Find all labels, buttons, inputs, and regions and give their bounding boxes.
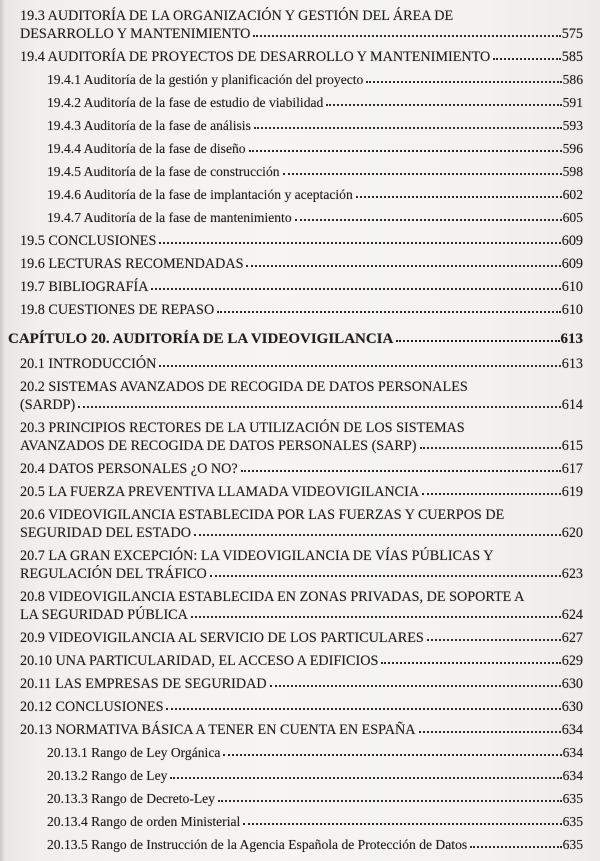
toc-entry: [47, 163, 583, 181]
page-number: 617: [561, 461, 583, 477]
dot-leader: [396, 340, 559, 342]
page-number: 635: [562, 837, 583, 852]
toc-entry-row: [47, 209, 583, 227]
dot-leader: [243, 823, 561, 825]
toc-entry-row: [47, 836, 583, 854]
toc-entry-row: [20, 675, 583, 693]
dot-leader: [253, 35, 560, 37]
toc-entry-row: [47, 117, 583, 135]
toc-entry-row: [20, 396, 583, 414]
page-number: 630: [561, 699, 583, 715]
toc-entry: [20, 48, 583, 66]
toc-entry-text: 19.4.3 Auditoría de la fase de análisis: [47, 118, 251, 133]
toc-entry: [47, 94, 583, 112]
toc-entry: [20, 378, 583, 414]
toc-entry: [20, 547, 583, 583]
toc-entry-row: [47, 790, 583, 808]
toc-entry-row: [20, 460, 583, 478]
toc-entry-text: 20.3 PRINCIPIOS RECTORES DE LA UTILIZACIÓN DE LOS SISTEMAS: [20, 420, 465, 436]
toc-entry: [47, 71, 583, 89]
page-number: 586: [562, 72, 583, 87]
toc-entry-row: [47, 94, 583, 112]
toc-entry-row: [20, 652, 583, 670]
toc-entry: [20, 460, 583, 478]
toc-entry-row: [20, 698, 583, 716]
toc-entry-row: [20, 565, 583, 583]
toc-entry: [20, 355, 583, 373]
toc-entry: [8, 330, 583, 349]
toc-entry-row: [20, 25, 583, 43]
toc-entry-text: 20.13.4 Rango de orden Ministerial: [47, 814, 241, 829]
toc-entry-text: 19.3 AUDITORÍA DE LA ORGANIZACIÓN Y GESTIÓN DEL ÁREA DE: [20, 8, 454, 24]
page-number: 593: [562, 118, 583, 133]
toc-entry-row: [20, 278, 583, 296]
dot-leader: [191, 616, 561, 618]
toc-entry-text: 20.8 VIDEOVIGILANCIA ESTABLECIDA EN ZONAS PRIVADAS, DE SOPORTE A: [20, 589, 525, 605]
toc-entry-row: [20, 301, 583, 319]
table-of-contents: [8, 7, 583, 854]
dot-leader: [422, 493, 561, 495]
page-number: 615: [561, 438, 583, 454]
page-number: 591: [562, 95, 583, 110]
dot-leader: [470, 846, 561, 848]
toc-entry-text: 19.4.6 Auditoría de la fase de implantación y aceptación: [47, 187, 353, 202]
dot-leader: [194, 534, 561, 536]
toc-entry: [47, 117, 583, 135]
page-number: 605: [562, 210, 583, 225]
page-number: 624: [561, 607, 583, 623]
dot-leader: [420, 447, 561, 449]
toc-entry-text: 20.13.5 Rango de Instrucción de la Agencia Española de Protección de Datos: [47, 837, 468, 852]
toc-entry-row: [20, 606, 583, 624]
toc-entry-text: 19.7 BIBLIOGRAFÍA: [20, 279, 149, 295]
toc-entry-row: [20, 437, 583, 455]
dot-leader: [356, 196, 562, 198]
toc-entry-text: REGULACIÓN DEL TRÁFICO: [20, 566, 207, 582]
toc-entry-text: 20.11 LAS EMPRESAS DE SEGURIDAD: [20, 676, 267, 692]
dot-leader: [427, 639, 561, 641]
toc-entry-row: [47, 71, 583, 89]
toc-entry-row: [20, 232, 583, 250]
toc-entry-text: 20.7 LA GRAN EXCEPCIÓN: LA VIDEOVIGILANCIA DE VÍAS PÚBLICAS Y: [20, 548, 494, 564]
toc-entry: [20, 506, 583, 542]
toc-entry-text: DESARROLLO Y MANTENIMIENTO: [20, 26, 251, 42]
toc-entry-row: [20, 483, 583, 501]
dot-leader: [270, 685, 561, 687]
toc-entry-text: 19.4.5 Auditoría de la fase de construcción: [47, 164, 280, 179]
toc-entry-row: [47, 813, 583, 831]
toc-entry-text: 20.13 NORMATIVA BÁSICA A TENER EN CUENTA EN ESPAÑA: [20, 722, 416, 738]
toc-entry-row: [20, 255, 583, 273]
toc-entry: [20, 675, 583, 693]
toc-entry: [20, 255, 583, 273]
dot-leader: [326, 104, 561, 106]
toc-entry-row: [47, 186, 583, 204]
toc-entry: [20, 483, 583, 501]
dot-leader: [246, 265, 560, 267]
toc-entry-row: [47, 767, 583, 785]
toc-entry-row: [20, 48, 583, 66]
dot-leader: [254, 127, 562, 129]
dot-leader: [295, 219, 562, 221]
toc-entry: [20, 419, 583, 455]
toc-entry-text: 20.4 DATOS PERSONALES ¿O NO?: [20, 461, 238, 477]
dot-leader: [78, 406, 561, 408]
toc-entry-text: SEGURIDAD DEL ESTADO: [20, 525, 191, 541]
dot-leader: [159, 242, 560, 244]
page-number: 596: [562, 141, 583, 156]
toc-entry: [20, 232, 583, 250]
toc-entry-text: 20.12 CONCLUSIONES: [20, 699, 164, 715]
toc-entry-text: 19.4.2 Auditoría de la fase de estudio de viabilidad: [47, 95, 324, 110]
dot-leader: [210, 575, 561, 577]
toc-entry: [47, 767, 583, 785]
dot-leader: [170, 777, 561, 779]
page-number: 610: [561, 302, 583, 318]
toc-entry-text: 20.9 VIDEOVIGILANCIA AL SERVICIO DE LOS PARTICULARES: [20, 630, 424, 646]
page-number: 575: [561, 26, 583, 42]
dot-leader: [217, 311, 561, 313]
toc-entry-text: 19.4.4 Auditoría de la fase de diseño: [47, 141, 246, 156]
toc-entry: [20, 698, 583, 716]
toc-entry-row: [20, 355, 583, 373]
page-number: 634: [562, 745, 583, 760]
toc-entry: [20, 721, 583, 739]
dot-leader: [166, 708, 560, 710]
toc-entry-text: (SARDP): [20, 397, 76, 413]
page-number: 635: [562, 814, 583, 829]
toc-entry: [20, 588, 583, 624]
dot-leader: [419, 731, 561, 733]
page-number: 630: [561, 676, 583, 692]
toc-entry: [47, 790, 583, 808]
dot-leader: [249, 150, 562, 152]
dot-leader: [151, 288, 560, 290]
toc-entry-text: 19.4.7 Auditoría de la fase de mantenimiento: [47, 210, 292, 225]
toc-entry: [20, 7, 583, 43]
toc-entry-row: [47, 744, 583, 762]
toc-entry-text: 20.2 SISTEMAS AVANZADOS DE RECOGIDA DE DATOS PERSONALES: [20, 379, 468, 395]
dot-leader: [223, 754, 561, 756]
toc-entry-text: 20.10 UNA PARTICULARIDAD, EL ACCESO A EDIFICIOS: [20, 653, 379, 669]
toc-entry: [47, 140, 583, 158]
dot-leader: [366, 81, 561, 83]
page-number: 598: [562, 164, 583, 179]
toc-entry: [47, 186, 583, 204]
page-number: 609: [561, 233, 583, 249]
page-number: 585: [561, 49, 583, 65]
dot-leader: [241, 470, 561, 472]
toc-entry: [47, 836, 583, 854]
page-number: 602: [562, 187, 583, 202]
toc-entry-row: [20, 524, 583, 542]
toc-entry-text: 19.4.1 Auditoría de la gestión y planificación del proyecto: [47, 72, 364, 87]
toc-entry-row: [20, 629, 583, 647]
toc-entry-row: [47, 140, 583, 158]
page-number: 623: [561, 566, 583, 582]
toc-entry-text: 19.6 LECTURAS RECOMENDADAS: [20, 256, 244, 272]
toc-entry-text: 20.5 LA FUERZA PREVENTIVA LLAMADA VIDEOVIGILANCIA: [20, 484, 420, 500]
page-number: 614: [561, 397, 583, 413]
page-number: 613: [560, 331, 583, 347]
toc-entry-text: 20.6 VIDEOVIGILANCIA ESTABLECIDA POR LAS FUERZAS Y CUERPOS DE: [20, 507, 505, 523]
toc-entry: [20, 629, 583, 647]
dot-leader: [159, 365, 560, 367]
toc-entry-row: [20, 721, 583, 739]
toc-entry-text: LA SEGURIDAD PÚBLICA: [20, 607, 188, 623]
toc-entry-text: AVANZADOS DE RECOGIDA DE DATOS PERSONALES (SARP): [20, 438, 417, 454]
page-number: 635: [562, 791, 583, 806]
toc-entry: [20, 652, 583, 670]
toc-entry-text: 20.1 INTRODUCCIÓN: [20, 356, 157, 372]
page-number: 610: [561, 279, 583, 295]
toc-entry-text: 19.4 AUDITORÍA DE PROYECTOS DE DESARROLLO Y MANTENIMIENTO: [20, 49, 491, 65]
toc-entry-text: CAPÍTULO 20. AUDITORÍA DE LA VIDEOVIGILANCIA: [8, 331, 394, 347]
page-number: 609: [561, 256, 583, 272]
page-number: 627: [561, 630, 583, 646]
dot-leader: [493, 58, 560, 60]
toc-entry-text: 19.8 CUESTIONES DE REPASO: [20, 302, 215, 318]
page-number: 620: [561, 525, 583, 541]
toc-entry: [47, 209, 583, 227]
page-number: 634: [561, 722, 583, 738]
dot-leader: [283, 173, 562, 175]
toc-entry: [47, 744, 583, 762]
toc-entry: [20, 301, 583, 319]
toc-entry-text: 20.13.2 Rango de Ley: [47, 768, 168, 783]
toc-entry: [47, 813, 583, 831]
toc-entry: [20, 278, 583, 296]
dot-leader: [381, 662, 560, 664]
page-number: 613: [561, 356, 583, 372]
page-number: 629: [561, 653, 583, 669]
toc-entry-text: 20.13.3 Rango de Decreto-Ley: [47, 791, 215, 806]
toc-entry-row: [8, 330, 583, 349]
toc-entry-text: 19.5 CONCLUSIONES: [20, 233, 157, 249]
toc-entry-row: [47, 163, 583, 181]
page-number: 619: [561, 484, 583, 500]
page-number: 634: [562, 768, 583, 783]
toc-entry-text: 20.13.1 Rango de Ley Orgánica: [47, 745, 221, 760]
dot-leader: [218, 800, 562, 802]
